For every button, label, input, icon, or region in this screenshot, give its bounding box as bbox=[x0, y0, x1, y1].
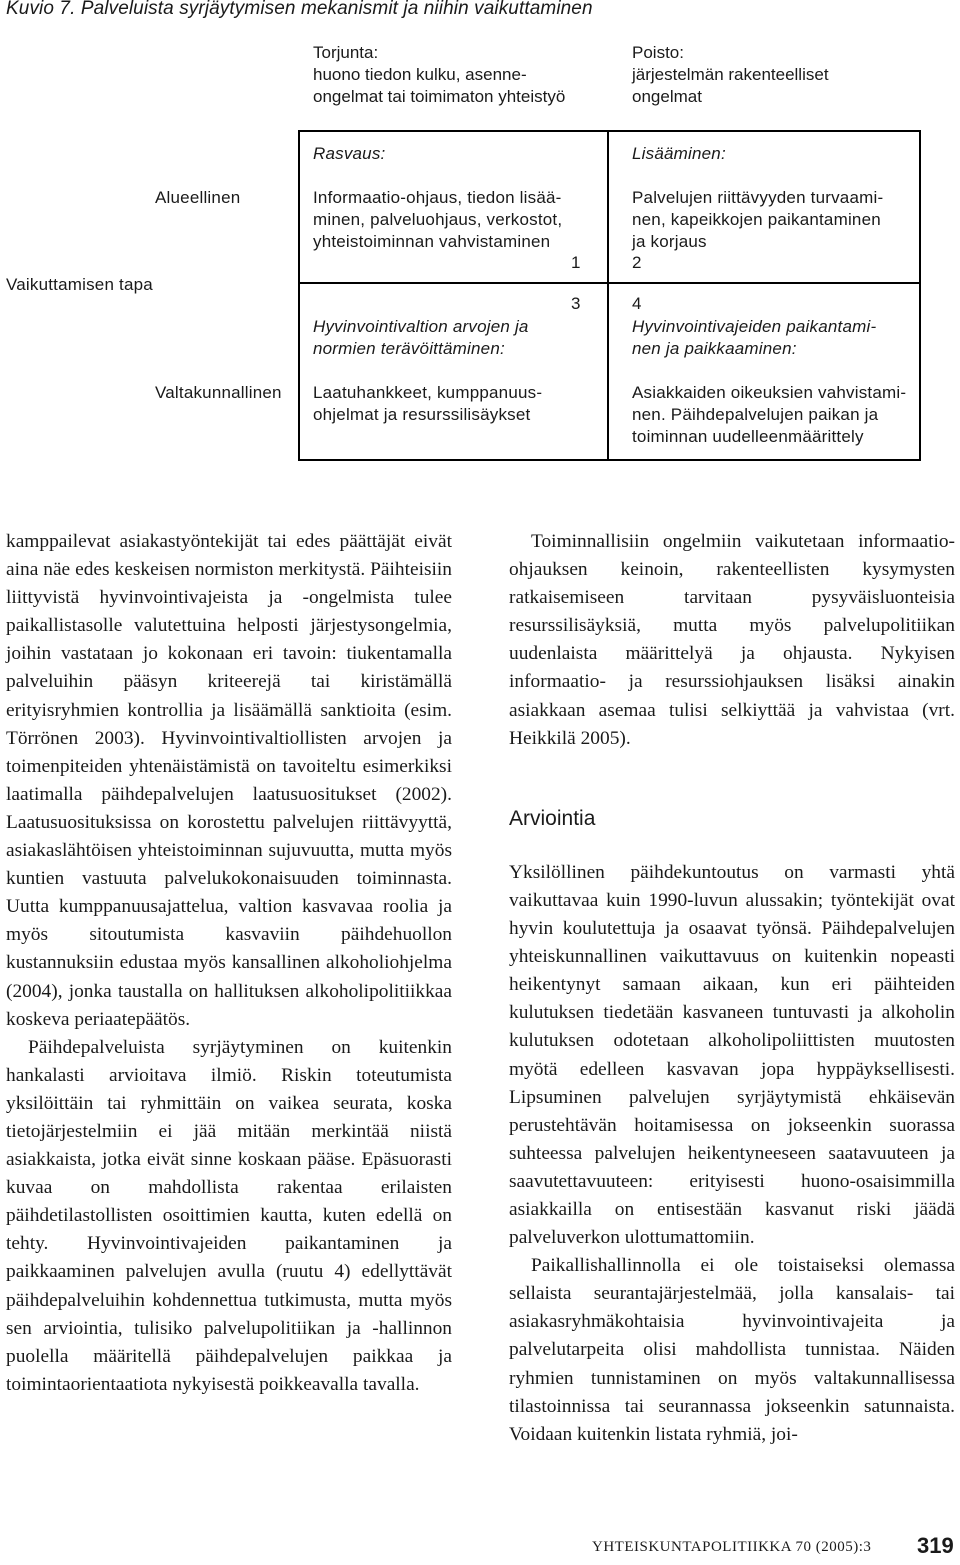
grid-line-middle bbox=[607, 130, 609, 460]
row-label-valtakunnallinen: Valtakunnallinen bbox=[155, 383, 282, 402]
cell4-text: Asiakkaiden oikeuksien vahvistami- nen. Päihdepalvelujen paikan ja toiminnan uudelleenmäärittely bbox=[632, 383, 907, 446]
section-heading: Arviointia bbox=[509, 806, 596, 830]
grid-line-top bbox=[298, 130, 921, 132]
cell3-title: Hyvinvointivaltion arvojen ja normien terävöittäminen: bbox=[313, 317, 529, 358]
column-header-poisto: Poisto: järjestelmän rakenteelliset ongelmat bbox=[632, 43, 829, 106]
cell4-number: 4 bbox=[632, 294, 642, 313]
cell1-title: Rasvaus: bbox=[313, 144, 386, 163]
right-paragraph-2: Paikallishallinnolla ei ole toistaiseksi olemassa sellaista seurantajärjestelmää, jolla kansalais- tai asiakasryhmäkohtaisia hyvinvointivajeita ja palvelutarpeita olisi mahdollista tunnistaa. Näiden ryhmien tunnistaminen on myös valtakunnallisessa tilastoinnissa tai seurannassa jokseenkin satunnaista. Voidaan kuitenkin listata ryhmiä, joi- bbox=[509, 1255, 955, 1445]
right-paragraph-1: Yksilöllinen päihdekuntoutus on varmasti yhtä vaikuttavaa kuin 1990-luvun alussakin; työntekijät ovat hyvin koulutettuja ja osaavat työnsä. Päihdepalvelujen yhteiskunnallinen vaikuttavuus on kuitenkin nopeasti heikentynyt samaan aikaan, kun eri päihteiden kulutuksen tiedetään kasvaneen tuntuvasti ja alkoholin kulutuksen odotetaan alkoholipoliittisten muutosten myötä edelleen kasvavan jopa hyppäyksellisesti. Lipsuminen palvelujen syrjäytymistä ehkäisevän perustehtävän hoitamisessa on jokseenkin suorassa suhteessa palvelujen heikentyneeseen saatavuuteen ja saavutettavuuteen: erityisesti huono-osaisimmilla asiakkailla on entisestään kasvanut riski jäädä palveluverkon ulottumattomiin. bbox=[509, 861, 955, 1249]
cell1-number: 1 bbox=[571, 253, 581, 272]
left-paragraph-2: Päihdepalveluista syrjäytyminen on kuitenkin hankalasti arvioitava ilmiö. Riskin toteutumista yksilöittäin tai ryhmittäin on vaikea seurata, koska tietojärjestelmiin ei jää mitään merkintää niistä asiakkaista, jotka eivät sinne koskaan pääse. Epäsuorasti kuvaa on mahdollista rakentaa erilaisten päihdetilastollisten osoittimien kautta, kuten edellä on tehty. Hyvinvointivajeiden paikantaminen ja paikkaaminen palvelujen avulla (ruutu 4) edellyttävät päihdepalveluihin kohdennettua tutkimusta, mutta myös sen arviointia, tulisiko palvelupolitiikan ja -hallinnon puolella määritellä päihdepalvelujen paikkaa ja toimintaorientaatiota nykyisestä poikkeavalla tavalla. bbox=[6, 1036, 452, 1395]
grid-line-right bbox=[919, 130, 921, 460]
footer-journal: YHTEISKUNTAPOLITIIKKA 70 (2005):3 bbox=[592, 1539, 872, 1555]
left-text-column bbox=[6, 528, 452, 1399]
cell4-title: Hyvinvointivajeiden paikantami- nen ja paikkaaminen: bbox=[632, 317, 877, 358]
figure-title: Kuvio 7. Palveluista syrjäytymisen mekanismit ja niihin vaikuttaminen bbox=[6, 0, 593, 19]
right-intro-paragraph: Toiminnallisiin ongelmiin vaikutetaan informaatio-ohjauksen keinoin, rakenteellisten kysymysten ratkaisemiseen tarvitaan pysyväisluonteisia resurssilisäyksiä, mutta myös palvelupolitiikan uudenlaista määrittelyä ja ohjausta. Nykyisen informaatio- ja resurssiohjauksen lisäksi ainakin asiakkaan asemaa tulisi selkiyttää ja vahvistaa (vrt. Heikkilä 2005). bbox=[509, 531, 955, 749]
cell3-number: 3 bbox=[571, 294, 581, 313]
cell2-title: Lisääminen: bbox=[632, 144, 726, 163]
right-text-column bbox=[509, 528, 955, 1449]
column-header-torjunta: Torjunta: huono tiedon kulku, asenne- ongelmat tai toimimaton yhteistyö bbox=[313, 43, 566, 106]
cell3-text: Laatuhankkeet, kumppanuus- ohjelmat ja resurssilisäykset bbox=[313, 383, 543, 424]
grid-line-bottom bbox=[298, 459, 921, 461]
row-label-alueellinen: Alueellinen bbox=[155, 188, 241, 207]
grid-line-left bbox=[298, 130, 300, 460]
grid-line-center bbox=[298, 282, 921, 284]
page-number: 319 bbox=[917, 1533, 954, 1558]
cell2-number: 2 bbox=[632, 253, 642, 272]
left-paragraph-1: kamppailevat asiakastyöntekijät tai edes päättäjät eivät aina näe edes keskeisen normiston merkitystä. Päihteisiin liittyvistä hyvinvointivajeista ja -ongelmista tulee paikallistasolle valutettuina helposti järjestysongelmia, joihin vastataan jo kokonaan eri tavoin: tiukentamalla palveluihin pääsyn kriteerejä tai kiristämällä erityisryhmien kontrollia ja lisäämällä sanktioita (esim. Törrönen 2003). Hyvinvointivaltiollisten arvojen ja toimenpiteiden yhtenäistämistä on tavoiteltu esimerkiksi laatimalla päihdepalvelujen laatusuositukset (2002). Laatusuosituksissa on korostettu palvelujen riittävyyttä, asiakaslähtöisen yhteistoiminnan sujuvuutta, mutta myös kuntien vastuuta palvelukokonaisuuden toiminnasta. Uutta kumppanuusajattelua, valtion kasvavaa roolia ja myös sitoutumista kasvaviin päihdehuollon kustannuksiin edustaa myös kansallinen alkoholiohjelma (2004), jonka taustalla on hallituksen alkoholipolitiikkaa koskeva periaatepäätös. bbox=[6, 531, 452, 1030]
cell1-text: Informaatio-ohjaus, tiedon lisää- minen, palveluohjaus, verkostot, yhteistoiminnan vahvistaminen bbox=[313, 188, 563, 251]
row-axis-label: Vaikuttamisen tapa bbox=[6, 275, 153, 294]
cell2-text: Palvelujen riittävyyden turvaami- nen, kapeikkojen paikantaminen ja korjaus bbox=[632, 188, 884, 251]
